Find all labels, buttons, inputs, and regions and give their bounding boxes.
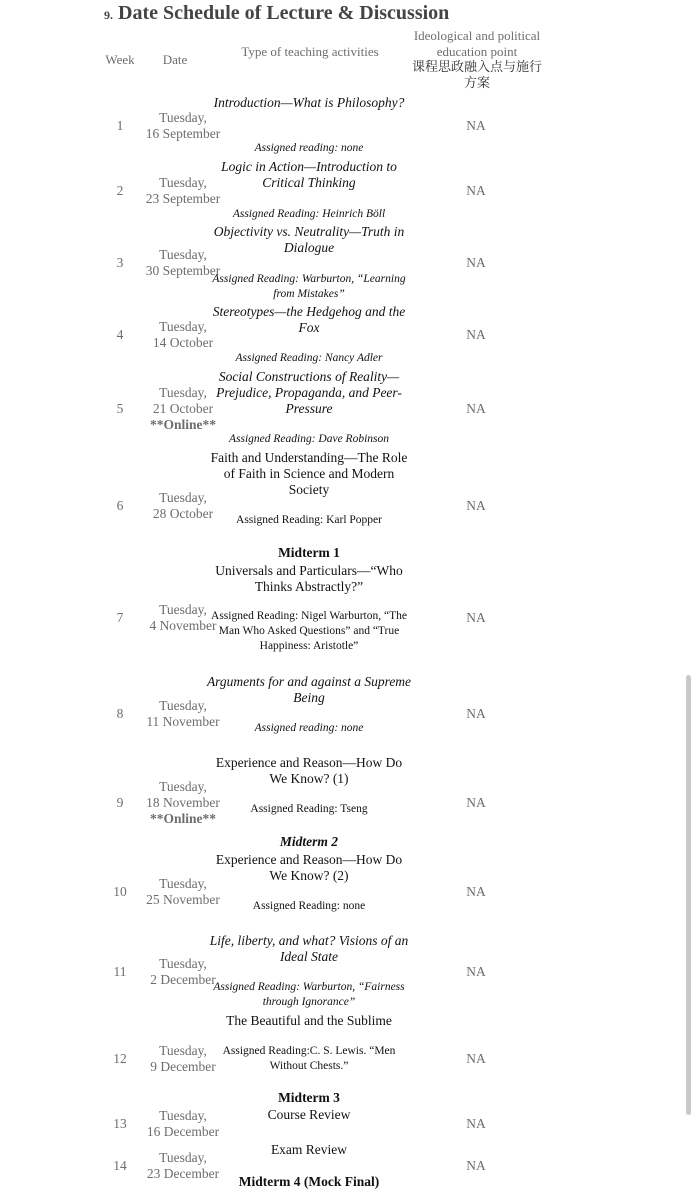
assigned-reading: Assigned Reading: Nancy Adler bbox=[235, 352, 383, 364]
activity-title: The Beautiful and the Sublime bbox=[226, 1013, 392, 1028]
online-badge: **Online** bbox=[149, 417, 216, 432]
ideological-point: NA bbox=[466, 327, 486, 342]
activity-title: Arguments for and against a Supreme Being bbox=[206, 674, 412, 705]
assigned-reading: Assigned Reading: Dave Robinson bbox=[228, 433, 389, 445]
header-week: Week bbox=[105, 52, 135, 67]
activity-title: Exam Review bbox=[270, 1142, 348, 1157]
ideological-point: NA bbox=[466, 706, 486, 721]
week-number: 14 bbox=[113, 1158, 127, 1173]
week-number: 5 bbox=[116, 401, 124, 416]
week-number: 3 bbox=[116, 255, 124, 270]
section-title-text: Date Schedule of Lecture & Discussion bbox=[118, 2, 450, 24]
ideological-point: NA bbox=[466, 1051, 486, 1066]
date-line: Tuesday, bbox=[159, 956, 207, 971]
week-number: 7 bbox=[116, 610, 124, 625]
assigned-reading: Assigned Reading:C. S. Lewis. “Men Without Chests.” bbox=[222, 1045, 396, 1072]
assigned-reading: Assigned reading: none bbox=[254, 722, 364, 734]
week-number: 9 bbox=[116, 795, 124, 810]
date-line: Tuesday, bbox=[159, 876, 207, 891]
ideological-point: NA bbox=[466, 498, 486, 513]
assigned-reading: Assigned reading: none bbox=[254, 142, 364, 154]
header-date: Date bbox=[162, 52, 188, 67]
assigned-reading: Assigned Reading: none bbox=[252, 900, 366, 912]
activity-title: Faith and Understanding—The Role of Faith in Science and Modern Society bbox=[210, 450, 408, 497]
ideological-point: NA bbox=[466, 1158, 486, 1173]
date-line: Tuesday, bbox=[159, 110, 207, 125]
ideological-point: NA bbox=[466, 118, 486, 133]
week-number: 13 bbox=[113, 1116, 127, 1131]
ideological-point: NA bbox=[466, 183, 486, 198]
scrollbar-thumb[interactable] bbox=[686, 675, 691, 1115]
date-line: 4 November bbox=[149, 618, 217, 633]
activity-title: Experience and Reason—How Do We Know? (2) bbox=[215, 852, 403, 883]
date-line: 9 December bbox=[150, 1059, 216, 1074]
activity-title: Introduction—What is Philosophy? bbox=[213, 95, 405, 110]
ideological-point: NA bbox=[466, 964, 486, 979]
activity-title: Social Constructions of Reality—Prejudice, Propaganda, and Peer-Pressure bbox=[216, 369, 402, 416]
activity-title: Course Review bbox=[267, 1107, 351, 1122]
date-line: Tuesday, bbox=[159, 490, 207, 505]
ideological-point: NA bbox=[466, 884, 486, 899]
activity-title: Objectivity vs. Neutrality—Truth in Dialogue bbox=[213, 224, 405, 255]
date-cell bbox=[136, 110, 230, 142]
assigned-reading: Assigned Reading: Warburton, “Fairness through Ignorance” bbox=[213, 981, 405, 1008]
date-line: 25 November bbox=[146, 892, 220, 907]
midterm-label: Midterm 3 bbox=[278, 1090, 340, 1105]
week-number: 12 bbox=[113, 1051, 127, 1066]
date-line: Tuesday, bbox=[159, 602, 207, 617]
date-line: 2 December bbox=[150, 972, 216, 987]
date-line: 28 October bbox=[152, 506, 214, 521]
activity-title: Logic in Action—Introduction to Critical Thinking bbox=[221, 159, 397, 190]
section-number: 9. bbox=[104, 8, 113, 22]
assigned-reading: Assigned Reading: Nigel Warburton, “The Man Who Asked Questions” and “True Happiness: Aristotle” bbox=[211, 610, 407, 652]
ideological-point: NA bbox=[466, 255, 486, 270]
date-line: 18 November bbox=[146, 795, 220, 810]
midterm-label: Midterm 1 bbox=[278, 545, 340, 560]
week-number: 6 bbox=[116, 498, 124, 513]
activity-title: Stereotypes—the Hedgehog and the Fox bbox=[212, 304, 406, 335]
assigned-reading: Assigned Reading: Tseng bbox=[250, 803, 368, 815]
midterm-label: Midterm 4 (Mock Final) bbox=[238, 1174, 380, 1189]
header-ideological-en: Ideological and political education point bbox=[413, 28, 541, 59]
activity-title: Experience and Reason—How Do We Know? (1) bbox=[215, 755, 403, 786]
date-line: Tuesday, bbox=[159, 779, 207, 794]
online-badge: **Online** bbox=[149, 811, 216, 826]
ideological-point: NA bbox=[466, 610, 486, 625]
assigned-reading: Assigned Reading: Warburton, “Learning from Mistakes” bbox=[212, 273, 406, 300]
week-number: 10 bbox=[113, 884, 127, 899]
week-number: 1 bbox=[116, 118, 124, 133]
date-line: Tuesday, bbox=[159, 1108, 207, 1123]
ideological-point: NA bbox=[466, 795, 486, 810]
date-line: 11 November bbox=[146, 714, 220, 729]
date-line: 21 October bbox=[152, 401, 214, 416]
week-number: 8 bbox=[116, 706, 124, 721]
date-line: Tuesday, bbox=[159, 247, 207, 262]
week-number: 11 bbox=[113, 964, 127, 979]
date-line: Tuesday, bbox=[159, 1043, 207, 1058]
date-line: 30 September bbox=[145, 263, 221, 278]
date-line: Tuesday, bbox=[159, 1150, 207, 1165]
date-line: Tuesday, bbox=[159, 385, 207, 400]
date-line: 16 December bbox=[146, 1124, 220, 1139]
date-line: Tuesday, bbox=[159, 698, 207, 713]
date-line: 16 September bbox=[145, 126, 221, 141]
date-line: Tuesday, bbox=[159, 319, 207, 334]
date-line: 23 December bbox=[146, 1166, 220, 1181]
assigned-reading: Assigned Reading: Karl Popper bbox=[236, 514, 382, 526]
section-title bbox=[104, 2, 449, 25]
header-ideological-zh: 课程思政融入点与施行方案 bbox=[412, 60, 543, 91]
assigned-reading: Assigned Reading: Heinrich Böll bbox=[232, 208, 386, 220]
activity-title: Life, liberty, and what? Visions of an Ideal State bbox=[209, 933, 409, 964]
date-line: Tuesday, bbox=[159, 175, 207, 190]
ideological-point: NA bbox=[466, 401, 486, 416]
week-number: 2 bbox=[116, 183, 124, 198]
activity-title: Universals and Particulars—“Who Thinks Abstractly?” bbox=[215, 563, 403, 594]
week-number: 4 bbox=[116, 327, 124, 342]
date-line: 14 October bbox=[152, 335, 214, 350]
ideological-point: NA bbox=[466, 1116, 486, 1131]
midterm-label: Midterm 2 bbox=[279, 834, 339, 849]
date-line: 23 September bbox=[145, 191, 221, 206]
header-activity-type: Type of teaching activities bbox=[241, 44, 379, 59]
